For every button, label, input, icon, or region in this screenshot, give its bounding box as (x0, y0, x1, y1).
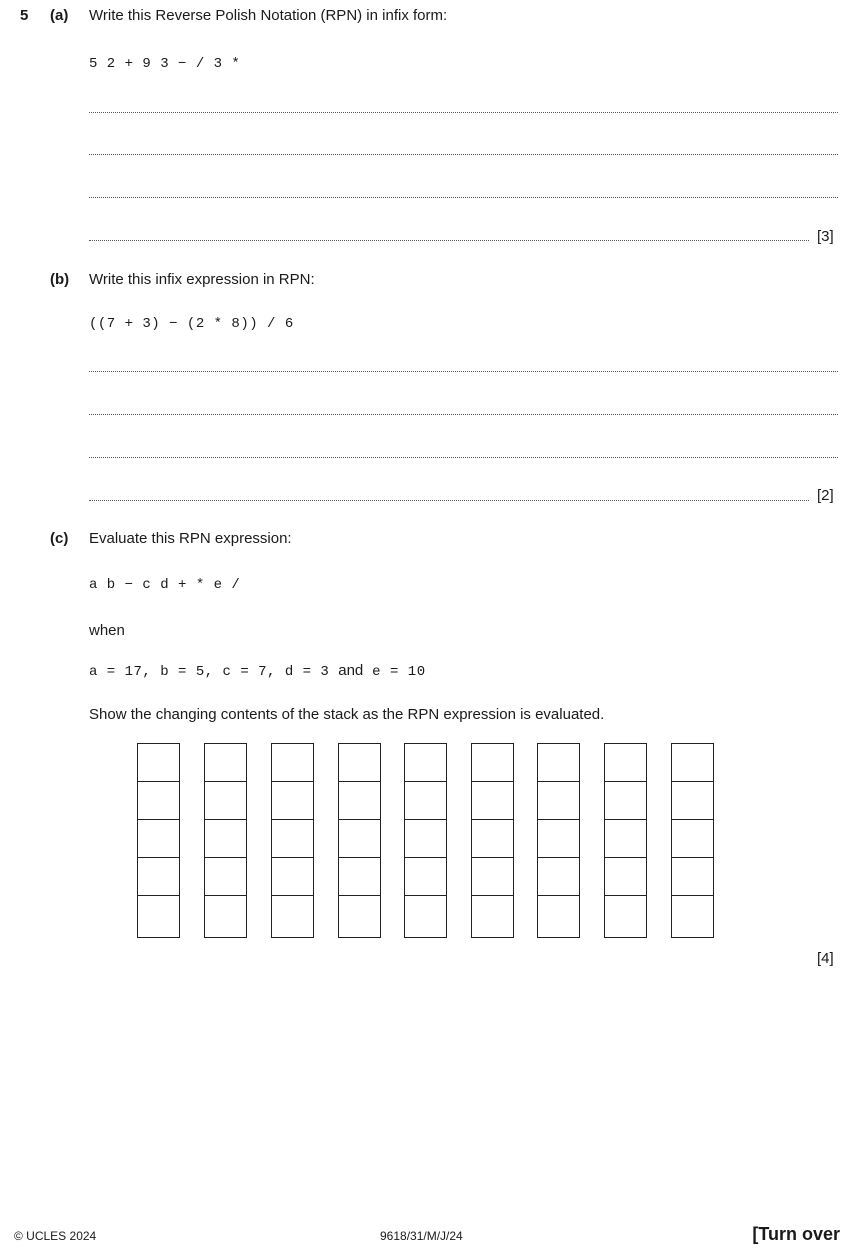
stack-cell[interactable] (205, 782, 246, 820)
stack-cell[interactable] (472, 744, 513, 782)
answer-line[interactable] (89, 414, 838, 415)
values-text: a = 17, b = 5, c = 7, d = 3 (89, 664, 339, 680)
part-c-expression: a b − c d + * e / (89, 577, 241, 593)
stack-column (204, 743, 247, 938)
stack-cell[interactable] (339, 782, 380, 820)
stack-cell[interactable] (339, 820, 380, 858)
part-b-label: (b) (50, 271, 70, 288)
values-and: and (338, 662, 364, 679)
part-a-expression: 5 2 + 9 3 − / 3 * (89, 56, 241, 72)
part-c-instruction: Show the changing contents of the stack as the RPN expression is evaluated. (89, 706, 605, 723)
stack-cell[interactable] (138, 858, 179, 896)
footer-copyright: © UCLES 2024 (14, 1229, 97, 1243)
stack-cell[interactable] (472, 820, 513, 858)
stack-cell[interactable] (538, 820, 579, 858)
stack-cell[interactable] (272, 858, 313, 896)
question-number: 5 (20, 7, 29, 24)
answer-line[interactable] (89, 197, 838, 198)
stack-cell[interactable] (272, 896, 313, 934)
part-b-expression: ((7 + 3) − (2 * 8)) / 6 (89, 316, 294, 332)
stack-cell[interactable] (405, 744, 446, 782)
stack-cell[interactable] (538, 744, 579, 782)
answer-line[interactable] (89, 371, 838, 372)
stack-cell[interactable] (472, 858, 513, 896)
stack-cell[interactable] (138, 744, 179, 782)
answer-line[interactable] (89, 500, 809, 501)
stack-column (537, 743, 580, 938)
stack-column (338, 743, 381, 938)
stack-cell[interactable] (339, 896, 380, 934)
stack-cell[interactable] (605, 896, 646, 934)
answer-line[interactable] (89, 240, 809, 241)
stack-cell[interactable] (538, 782, 579, 820)
stack-cell[interactable] (205, 896, 246, 934)
stack-cell[interactable] (672, 744, 713, 782)
stack-cell[interactable] (538, 896, 579, 934)
stack-cell[interactable] (405, 782, 446, 820)
stack-cell[interactable] (272, 744, 313, 782)
stack-cell[interactable] (138, 782, 179, 820)
stack-cell[interactable] (538, 858, 579, 896)
stack-column (471, 743, 514, 938)
values-text: e = 10 (363, 664, 426, 680)
stack-cell[interactable] (605, 782, 646, 820)
part-c-when: when (89, 622, 125, 639)
stack-cell[interactable] (272, 782, 313, 820)
part-c-values (89, 662, 426, 680)
part-b-stem: Write this infix expression in RPN: (89, 271, 315, 288)
stack-cell[interactable] (272, 820, 313, 858)
stack-column (671, 743, 714, 938)
stack-cell[interactable] (472, 782, 513, 820)
answer-line[interactable] (89, 112, 838, 113)
stack-cell[interactable] (138, 820, 179, 858)
stack-cell[interactable] (672, 858, 713, 896)
part-c-marks: [4] (817, 950, 834, 967)
stack-cell[interactable] (405, 820, 446, 858)
turn-over: [Turn over (752, 1224, 840, 1244)
stack-cell[interactable] (405, 858, 446, 896)
part-a-label: (a) (50, 7, 69, 24)
stack-cell[interactable] (672, 782, 713, 820)
stack-cell[interactable] (672, 820, 713, 858)
part-c-stem: Evaluate this RPN expression: (89, 530, 292, 547)
part-a-stem: Write this Reverse Polish Notation (RPN) in infix form: (89, 7, 448, 24)
stack-cell[interactable] (605, 858, 646, 896)
stack-cell[interactable] (138, 896, 179, 934)
footer-paper-code: 9618/31/M/J/24 (380, 1229, 463, 1243)
stack-column (604, 743, 647, 938)
stack-cell[interactable] (405, 896, 446, 934)
stack-column (404, 743, 447, 938)
stack-cell[interactable] (205, 744, 246, 782)
stack-column (137, 743, 180, 938)
stack-cell[interactable] (605, 820, 646, 858)
stack-cell[interactable] (205, 858, 246, 896)
part-b-marks: [2] (817, 487, 834, 504)
stack-cell[interactable] (339, 858, 380, 896)
stack-column (271, 743, 314, 938)
stack-cell[interactable] (472, 896, 513, 934)
part-a-marks: [3] (817, 228, 834, 245)
answer-line[interactable] (89, 457, 838, 458)
stack-cell[interactable] (205, 820, 246, 858)
stack-cell[interactable] (339, 744, 380, 782)
part-c-label: (c) (50, 530, 69, 547)
stack-cell[interactable] (672, 896, 713, 934)
answer-line[interactable] (89, 154, 838, 155)
stack-cell[interactable] (605, 744, 646, 782)
